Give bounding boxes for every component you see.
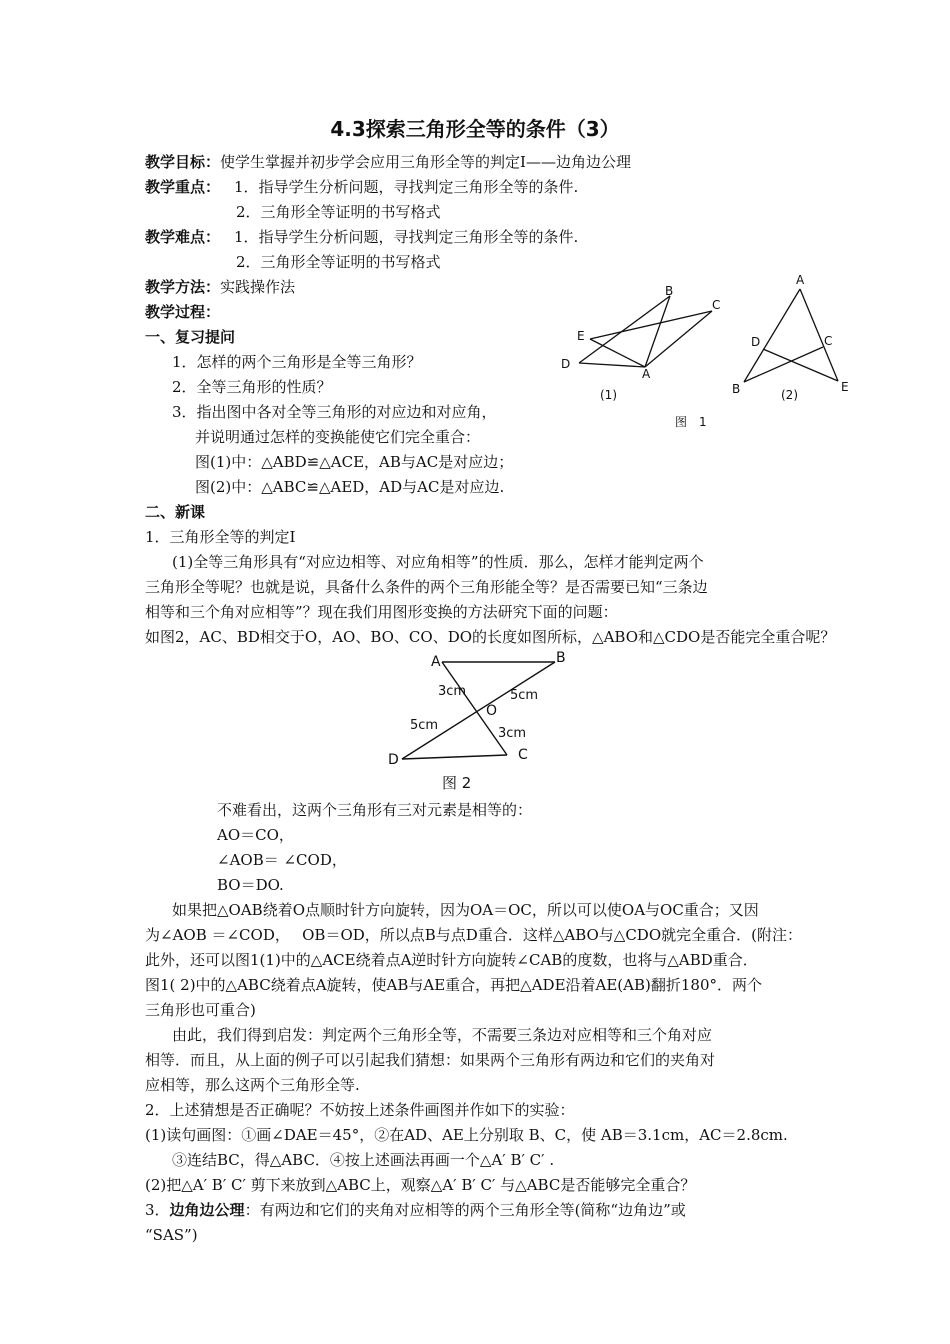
fig1-sub-caption-2: (2) — [781, 388, 798, 402]
rotate-line: 图1( 2)中的△ABC绕着点A旋转，使AB与AE重合，再把△ADE沿着AE(AB)翻折180°．两个 — [145, 976, 762, 994]
insight-line: 相等．而且，从上面的例子可以引起我们猜想：如果两个三角形有两边和它们的夹角对 — [145, 1051, 716, 1069]
fig2-label-d: D — [388, 752, 399, 768]
fig1-label-e: E — [577, 329, 585, 343]
fig2-label-a: A — [796, 273, 805, 287]
review-item: 1．怎样的两个三角形是全等三角形？ — [172, 353, 422, 371]
fig1-sub-caption-1: (1) — [600, 388, 617, 402]
new-heading: 二、新课 — [145, 503, 206, 521]
para-line: (1)全等三角形具有“对应边相等、对应角相等”的性质．那么，怎样才能判定两个 — [172, 553, 704, 571]
fig1-label-a: A — [642, 367, 651, 381]
fig2-label-e: E — [841, 380, 849, 394]
fig2-label-o: O — [486, 703, 498, 719]
exp-line: ③连结BC，得△ABC．④按上述画法再画一个△A′ B′ C′ . — [172, 1151, 555, 1169]
fig2-label-b: B — [732, 382, 741, 396]
review-item: 3．指出图中各对全等三角形的对应边和对应角， — [172, 403, 497, 421]
goal-label: 教学目标： — [145, 153, 221, 171]
diff-item: 1．指导学生分析问题，寻找判定三角形全等的条件. — [234, 228, 579, 246]
fig2-label-d: D — [751, 335, 761, 349]
rotate-line: 为∠AOB ＝∠COD， OB＝OD，所以点B与点D重合．这样△ABO与△CDO就完全重合．(附注： — [145, 926, 802, 944]
fig1-line-bd — [579, 296, 670, 363]
obs-line: 不难看出，这两个三角形有三对元素是相等的： — [217, 801, 533, 819]
insight-line: 由此，我们得到启发：判定两个三角形全等，不需要三条边对应相等和三个角对应 — [172, 1026, 713, 1044]
key-line-1 — [145, 177, 578, 197]
fig2-line-bc — [744, 347, 823, 382]
fig2-label-c: C — [824, 334, 833, 348]
fig2-label-b: B — [556, 650, 566, 666]
review-heading: 一、复习提问 — [145, 328, 236, 346]
exp-line: (1)读句画图：①画∠DAE＝45°，②在AD、AE上分别取 B、C，使 AB＝3.1cm，AC＝2.8cm. — [145, 1126, 788, 1144]
sas-line-2: “SAS”) — [145, 1226, 198, 1244]
fig1-line-ec — [590, 311, 712, 339]
fig2-label-a: A — [431, 654, 441, 670]
review-item: 图(2)中：△ABC≌△AED，AD与AC是对应边. — [195, 478, 505, 496]
diff-line-1 — [145, 227, 578, 247]
exp-line: (2)把△A′ B′ C′ 剪下来放到△ABC上，观察△A′ B′ C′ 与△ABC是否能够完全重合？ — [145, 1176, 696, 1194]
judge-heading: 1．三角形全等的判定Ⅰ — [145, 528, 296, 546]
method-line — [145, 277, 295, 297]
goal-text: 使学生掌握并初步学会应用三角形全等的判定Ⅰ——边角边公理 — [220, 153, 631, 171]
figure-1 — [550, 265, 860, 435]
obs-line: BO＝DO. — [217, 876, 284, 894]
sas-line — [145, 1200, 686, 1220]
fig1-line-da — [579, 363, 645, 367]
fig2-length-bo: 5cm — [510, 688, 539, 703]
para-line: 如图2，AC、BD相交于O，AO、BO、CO、DO的长度如图所标，△ABO和△CDO是否能完全重合呢？ — [145, 628, 836, 646]
sas-text: ：有两边和它们的夹角对应相等的两个三角形全等(简称“边角边”或 — [244, 1201, 686, 1219]
para-line: 相等和三个角对应相等”？现在我们用图形变换的方法研究下面的问题： — [145, 603, 618, 621]
fig2-caption: 图 2 — [442, 774, 472, 792]
fig2-line-dc — [402, 755, 507, 759]
process-label: 教学过程： — [145, 303, 221, 321]
rotate-line: 如果把△OAB绕着O点顺时针方向旋转，因为OA＝OC，所以可以使OA与OC重合；又因 — [172, 901, 759, 919]
fig2-length-ao: 3cm — [438, 684, 467, 699]
key-item: 1．指导学生分析问题，寻找判定三角形全等的条件. — [234, 178, 579, 196]
fig2-line-ac — [442, 662, 507, 755]
obs-line: AO＝CO， — [217, 826, 294, 844]
fig1-label-d: D — [561, 357, 571, 371]
fig2-label-c: C — [518, 747, 528, 763]
obs-line: ∠AOB＝ ∠COD， — [217, 851, 347, 869]
diff-label: 教学难点： — [145, 228, 221, 246]
fig2-line-bd — [402, 662, 555, 759]
review-item: 并说明通过怎样的变换能使它们完全重合： — [195, 428, 481, 446]
fig1-label-c: C — [712, 298, 721, 312]
key-item: 2．三角形全等证明的书写格式 — [236, 203, 441, 221]
rotate-line: 三角形也可重合) — [145, 1001, 256, 1019]
fig2-length-do: 5cm — [410, 718, 439, 733]
para-line: 三角形全等呢？也就是说，具备什么条件的两个三角形能全等？是否需要已知“三条边 — [145, 578, 708, 596]
method-text: 实践操作法 — [220, 278, 296, 296]
diff-item: 2．三角形全等证明的书写格式 — [236, 253, 441, 271]
fig1-line-ea — [590, 339, 645, 367]
rotate-line: 此外，还可以图1(1)中的△ACE绕着点A逆时针方向旋转∠CAB的度数，也将与△ABD重合． — [145, 951, 758, 969]
key-label: 教学重点： — [145, 178, 221, 196]
review-item: 2．全等三角形的性质？ — [172, 378, 332, 396]
review-item: 图(1)中：△ABD≌△ACE，AB与AC是对应边； — [195, 453, 514, 471]
exp-heading: 2．上述猜想是否正确呢？不妨按上述条件画图并作如下的实验： — [145, 1101, 575, 1119]
goal-line — [145, 152, 631, 172]
figure-2 — [380, 648, 570, 794]
fig1-label-b: B — [665, 284, 674, 298]
page-title: 4.3探索三角形全等的条件（3） — [330, 117, 620, 141]
sas-label: 边角边公理 — [169, 1201, 245, 1219]
method-label: 教学方法： — [145, 278, 221, 296]
sas-num: 3． — [145, 1201, 170, 1219]
fig2-length-co: 3cm — [498, 726, 527, 741]
fig1-caption: 图 1 — [675, 415, 707, 429]
insight-line: 应相等，那么这两个三角形全等. — [145, 1076, 360, 1094]
